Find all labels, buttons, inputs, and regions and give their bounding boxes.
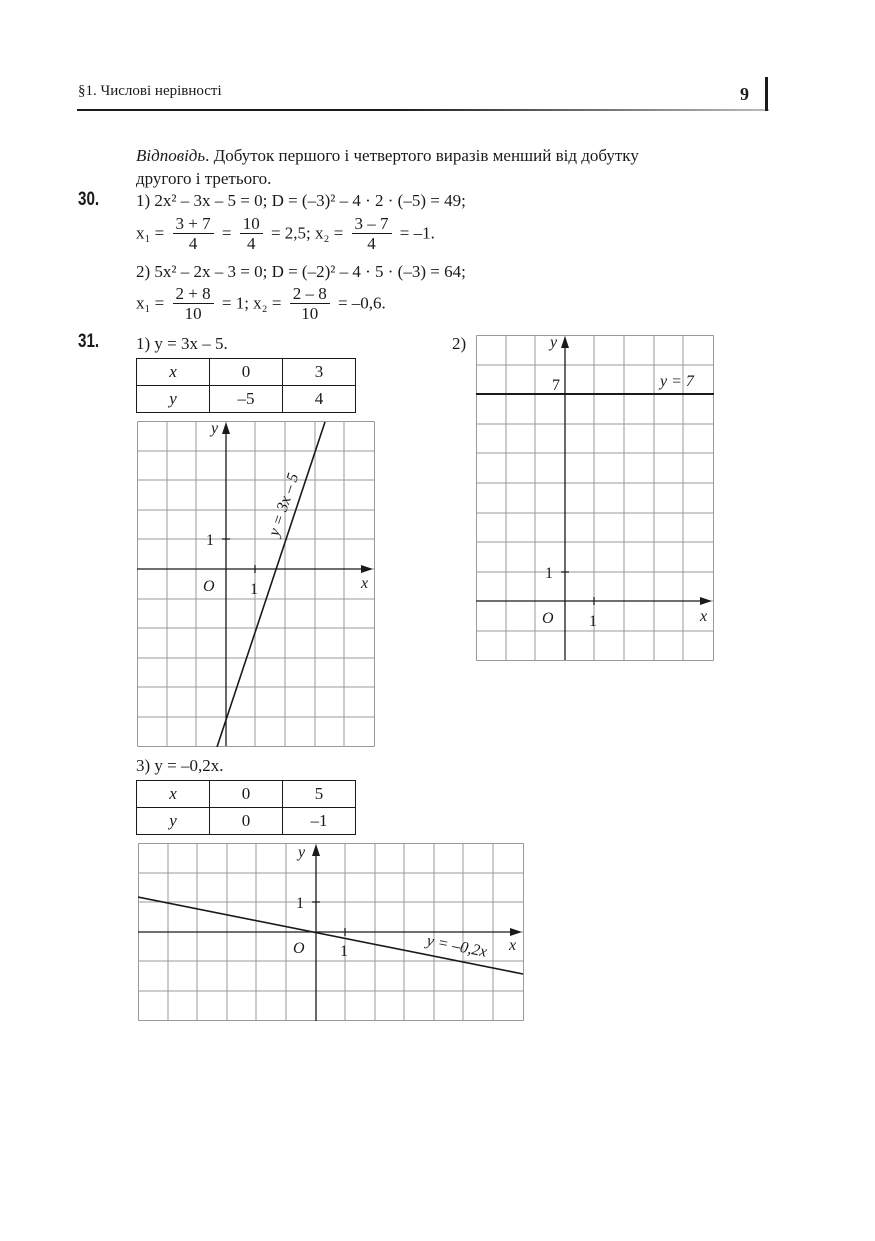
fraction-1: $\frac{3 + 7}{4}$ [173,215,214,254]
fraction-2: $\frac{10}{4}$ [240,215,263,254]
answer-text: . Добуток першого і четвертого виразів менший від добутку [205,146,639,165]
table-cell: y [137,386,210,413]
y-seven-label: 7 [552,377,560,394]
x-axis-arrow-icon [510,928,522,936]
table-cell: 3 [283,359,356,386]
graph-2 [476,335,714,661]
x-axis-arrow-icon [700,597,712,605]
header-corner-bar [765,77,768,111]
p30-roots-2 [136,285,386,324]
table-cell: y [137,808,210,835]
y-axis-label: y [298,844,306,861]
problem-30-number: 30. [78,189,100,210]
x-axis-label: x [361,575,369,592]
y-axis-arrow-icon [561,336,569,348]
line-label-1: y = 3x – 5 [265,471,303,539]
table-cell: x [137,781,210,808]
y-tick-label: 1 [296,895,304,912]
y-axis-label: y [550,335,558,351]
graph-1 [137,421,375,747]
origin-label: O [542,610,554,627]
origin-label: O [293,940,305,957]
y-axis-arrow-icon [312,844,320,856]
p30-result-1: = 2,5; x₂ = [270,223,344,243]
fraction-4: $\frac{2 + 8}{10}$ [173,285,214,324]
table-cell: 4 [283,386,356,413]
table-cell: 0 [210,781,283,808]
y-tick-label: 1 [545,565,553,582]
line-label-3: y = –0,2x [425,932,489,961]
answer-line-1 [136,146,639,166]
equals-sign: = [221,223,232,243]
fraction-5: $\frac{2 - 8}{10}$ [290,285,330,324]
answer-label: Відповідь [136,146,206,165]
x-axis-label: x [509,937,517,954]
p30-x1b-label: x₁ = [136,293,165,313]
p30-equation-2: 2) 5x² – 2x – 3 = 0; D = (–2)² – 4 · 5 · (–3) = 64; [136,262,466,281]
p30-result-4: = –0,6. [337,293,386,313]
problem-31-number: 31. [78,331,100,352]
table-row-y [137,808,356,835]
line-label-2: y = 7 [660,373,694,390]
answer-line-2: другого і третього. [136,169,272,188]
table-cell: –1 [283,808,356,835]
p30-equation-1: 1) 2x² – 3x – 5 = 0; D = (–3)² – 4 · 2 · (–5) = 49; [136,191,466,210]
table-cell: 0 [210,808,283,835]
fraction-3: $\frac{3 - 7}{4}$ [352,215,392,254]
p31-part3-title: 3) y = –0,2x. [136,756,224,775]
table-cell: –5 [210,386,283,413]
graph-line-1 [217,422,325,747]
p30-result-2: = –1. [399,223,435,243]
x-axis-arrow-icon [361,565,373,573]
values-table-1 [136,358,356,413]
x-tick-label: 1 [589,613,597,630]
table-row-y [137,386,356,413]
table-cell: x [137,359,210,386]
x-axis-label: x [700,608,708,625]
running-header: §1. Числові нерівності [78,83,222,99]
y-tick-label: 1 [206,532,214,549]
table-cell: 0 [210,359,283,386]
graph-line-3 [138,897,523,974]
header-rule [77,109,769,111]
x-tick-label: 1 [340,943,348,960]
graph-3 [138,843,524,1021]
y-axis-arrow-icon [222,422,230,434]
origin-label: O [203,578,215,595]
table-row-x [137,781,356,808]
y-axis-label: y [211,421,219,437]
table-row-x [137,359,356,386]
values-table-3 [136,780,356,835]
page-number: 9 [740,84,749,104]
table-cell: 5 [283,781,356,808]
p30-roots-1 [136,215,435,254]
p30-result-3: = 1; x₂ = [221,293,282,313]
p30-x1-label: x₁ = [136,223,165,243]
p31-part2-title: 2) [452,334,467,353]
x-tick-label: 1 [250,581,258,598]
p31-part1-title: 1) y = 3x – 5. [136,334,228,353]
